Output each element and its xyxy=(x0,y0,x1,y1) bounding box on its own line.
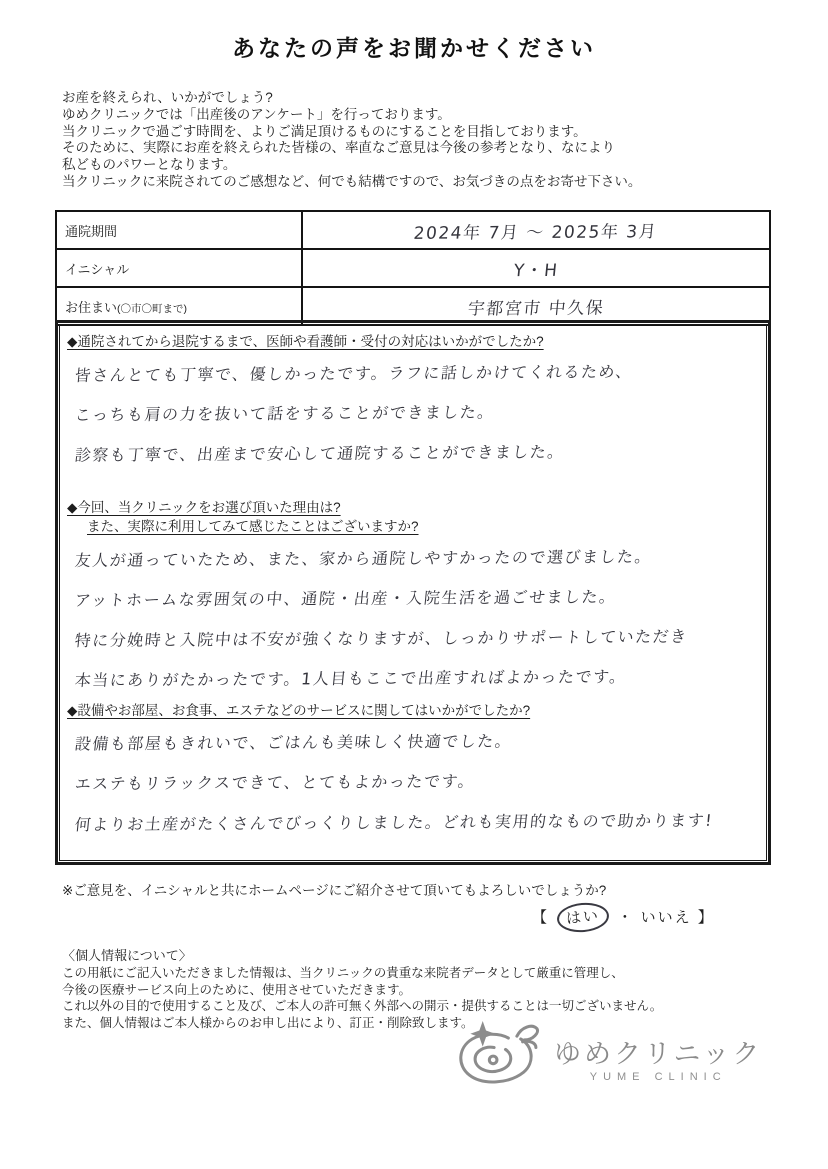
consent-yes-circled: はい xyxy=(556,901,610,934)
question-2-heading-line2: また、実際に利用してみて感じたことはございますか? xyxy=(87,519,419,534)
page-title: あなたの声をお聞かせください xyxy=(232,35,596,61)
intro-line: ゆめクリニックでは「出産後のアンケート」を行っております。 xyxy=(62,106,451,122)
privacy-line: また、個人情報はご本人様からのお申し出により、訂正・削除致します。 xyxy=(62,1016,474,1031)
table-row-initials xyxy=(56,249,770,287)
visit-period-label: 通院期間 xyxy=(56,211,302,249)
consent-separator: ・ xyxy=(617,909,635,926)
consent-answer xyxy=(532,903,715,932)
consent-no: いいえ xyxy=(640,909,692,926)
clinic-name-jp: ゆめクリニック xyxy=(554,1038,763,1069)
question-2-answer xyxy=(75,539,756,699)
question-block-2 xyxy=(67,498,756,699)
logo-text xyxy=(554,1039,762,1083)
feedback-box xyxy=(55,320,771,865)
question-3-heading: ◆設備やお部屋、お食事、エステなどのサービスに関してはいかがでしたか? xyxy=(67,703,531,718)
handwritten-line: 診察も丁寧で、出産まで安心して通院することができました。 xyxy=(73,442,566,465)
handwritten-line: 何よりお土産がたくさんでびっくりしました。どれも実用的なもので助かります! xyxy=(73,810,715,835)
patient-info-table xyxy=(55,210,771,326)
handwritten-line: 友人が通っていたため、また、家から通院しやすかったので選びました。 xyxy=(73,546,654,571)
privacy-line: この用紙にご記入いただきました情報は、当クリニックの貴重な来院者データとして厳重に管理し、 xyxy=(62,965,624,980)
bracket-open: 【 xyxy=(532,909,550,926)
bracket-close: 】 xyxy=(697,909,715,926)
residence-label: お住まい(〇市〇町まで) xyxy=(56,287,302,325)
intro-line: 当クリニックで過ごす時間を、よりご満足頂けるものにすることを目指しております。 xyxy=(62,123,587,139)
question-2-heading: ◆今回、当クリニックをお選び頂いた理由は? xyxy=(67,500,341,515)
yume-clinic-logo xyxy=(448,1020,762,1101)
residence-label-note: (〇市〇町まで) xyxy=(117,302,188,315)
intro-line: そのために、実際にお産を終えられた皆様の、率直なご意見は今後の参考となり、なにより xyxy=(62,140,615,156)
question-3-answer xyxy=(75,723,756,843)
initials-label: イニシャル xyxy=(56,249,302,287)
intro-line: 当クリニックに来院されてのご感想など、何でも結構ですので、お気づきの点をお寄せ下さい。 xyxy=(62,173,642,189)
consent-question: ※ご意見を、イニシャルと共にホームページにご紹介させて頂いてもよろしいでしょうか? xyxy=(62,883,607,898)
handwritten-line: 設備も部屋もきれいで、ごはんも美味しく快適でした。 xyxy=(73,731,514,754)
intro-line: 私どものパワーとなります。 xyxy=(62,157,237,173)
handwritten-line: 皆さんとても丁寧で、優しかったです。ラフに話しかけてくれるため、 xyxy=(73,362,634,385)
question-1-answer xyxy=(75,354,756,474)
privacy-line: 今後の医療サービス向上のために、使用させていただきます。 xyxy=(62,982,412,997)
table-row-visit-period xyxy=(56,211,770,249)
privacy-heading: 〈個人情報について〉 xyxy=(62,948,192,963)
intro-paragraph xyxy=(62,90,641,191)
privacy-line: これ以外の目的で使用すること及び、ご本人の許可無く外部への開示・提供することは一切ございません。 xyxy=(62,999,663,1014)
handwritten-line: 本当にありがたかったです。1人目もここで出産すればよかったです。 xyxy=(73,667,628,690)
residence-handwritten: 宇都宮市 中久保 xyxy=(466,298,605,319)
handwritten-line: 特に分娩時と入院中は不安が強くなりますが、しっかりサポートしていただき xyxy=(73,626,689,651)
initials-handwritten: Y・H xyxy=(512,260,560,281)
visit-period-handwritten: 2024年 7月 ～ 2025年 3月 xyxy=(413,221,659,244)
initials-value xyxy=(302,249,770,287)
question-block-1 xyxy=(67,332,756,474)
sparkle-swirl-icon xyxy=(448,1020,544,1101)
handwritten-line: アットホームな雰囲気の中、通院・出産・入院生活を過ごせました。 xyxy=(73,587,618,610)
handwritten-line: こっちも肩の力を抜いて話をすることができました。 xyxy=(73,402,496,425)
clinic-name-en: YUME CLINIC xyxy=(589,1070,727,1083)
question-1-heading: ◆通院されてから退院するまで、医師や看護師・受付の対応はいかがでしたか? xyxy=(67,334,544,349)
visit-period-value xyxy=(302,211,770,249)
question-block-3 xyxy=(67,701,756,843)
handwritten-line: エステもリラックスできて、とてもよかったです。 xyxy=(73,771,477,794)
intro-line: お産を終えられ、いかがでしょう? xyxy=(62,90,273,105)
